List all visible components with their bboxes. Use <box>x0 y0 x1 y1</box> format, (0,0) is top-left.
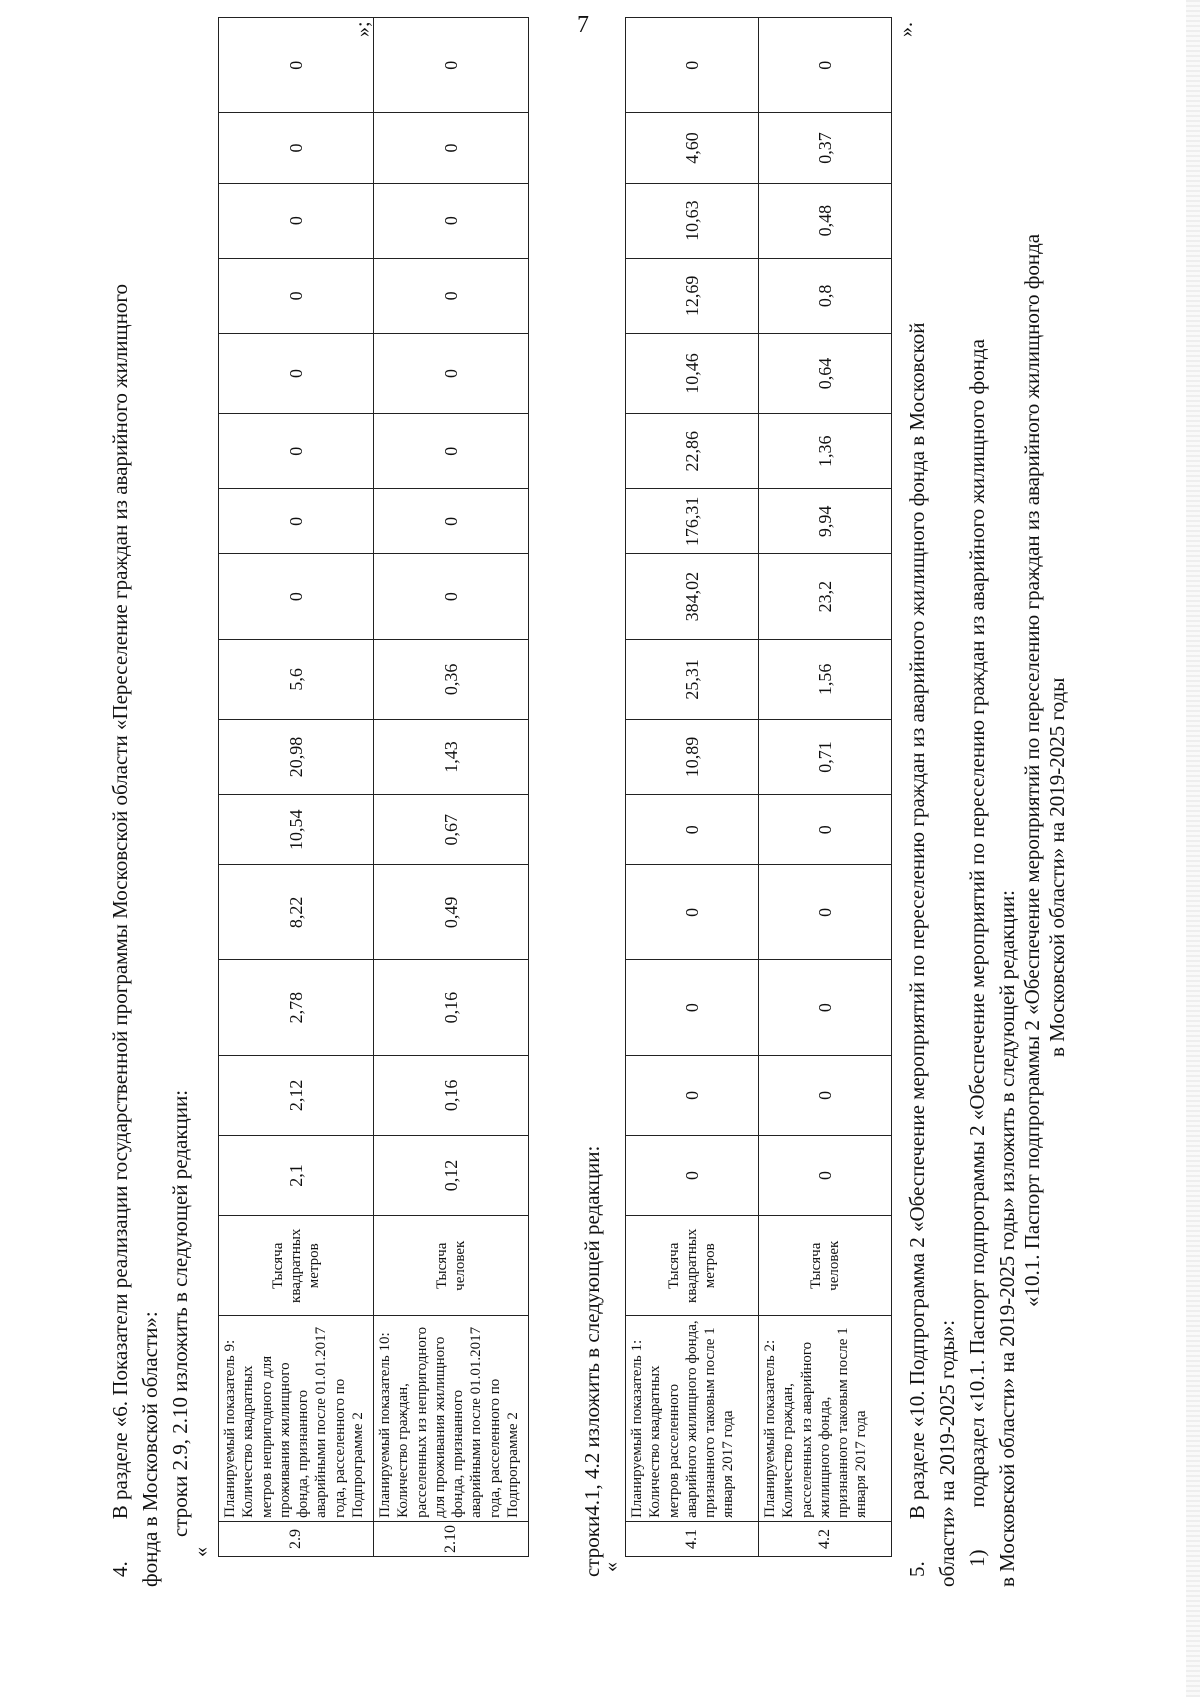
row-number-cell: 4.1 <box>626 1521 759 1556</box>
value-cell: 0 <box>759 865 892 960</box>
value-cell: 0,16 <box>374 1055 529 1135</box>
value-cell: 0 <box>626 865 759 960</box>
value-cell: 0 <box>374 414 529 489</box>
indicator-name-cell: Планируемый показатель 2: Количество граждан, расселенных из аварийного жилищного фонда, признанного таковым после 1 января 2017 года <box>759 1316 892 1522</box>
value-cell: 0,48 <box>759 183 892 258</box>
value-cell: 0 <box>374 113 529 183</box>
section5-line2: области» на 2019-2025 годы»: <box>935 1319 959 1587</box>
indicator-name-cell: Планируемый показатель 10: Количество граждан, расселенных из непригодного для проживания жилищного фонда, признанного аварийными после 01.01.2017 года, расселенного по Подпрограмме 2 <box>374 1316 529 1522</box>
value-cell: 1,36 <box>759 414 892 489</box>
unit-cell: Тысяча человек <box>759 1216 892 1316</box>
value-cell: 0,8 <box>759 258 892 333</box>
table-row <box>219 18 374 1557</box>
value-cell: 0 <box>759 18 892 113</box>
value-cell: 4,60 <box>626 113 759 183</box>
indicator-name-cell: Планируемый показатель 9: Количество квадратных метров непригодного для проживания жилищного фонда, признанного аварийными после 01.01.2017 года, расселенного по Подпрограмме 2 <box>219 1316 374 1522</box>
value-cell: 0 <box>759 795 892 865</box>
table-row <box>374 18 529 1557</box>
value-cell: 0 <box>374 18 529 113</box>
value-cell: 0 <box>626 795 759 865</box>
value-cell: 2,1 <box>219 1135 374 1215</box>
section4-line2: фонда в Московской области»: <box>138 1311 162 1587</box>
scan-edge-noise <box>1186 0 1200 1697</box>
value-cell: 0 <box>759 1055 892 1135</box>
section4-line3: строки 2.9, 2.10 изложить в следующей редакции: <box>168 1089 192 1537</box>
value-cell: 0 <box>219 183 374 258</box>
value-cell: 0 <box>626 1055 759 1135</box>
unit-cell: Тысяча квадратных метров <box>219 1216 374 1316</box>
indicators-table-2-9-2-10 <box>218 17 529 1557</box>
value-cell: 9,94 <box>759 489 892 554</box>
section5-line6: в Московской области» на 2019-2025 годы <box>1045 677 1069 1057</box>
close-quote-2: ». <box>895 22 917 37</box>
value-cell: 0,12 <box>374 1135 529 1215</box>
value-cell: 1,43 <box>374 719 529 794</box>
value-cell: 0 <box>219 18 374 113</box>
value-cell: 0,36 <box>374 639 529 719</box>
value-cell: 10,46 <box>626 333 759 413</box>
value-cell: 0,64 <box>759 333 892 413</box>
value-cell: 0 <box>219 489 374 554</box>
value-cell: 10,63 <box>626 183 759 258</box>
value-cell: 2,78 <box>219 960 374 1055</box>
value-cell: 0 <box>374 333 529 413</box>
value-cell: 0 <box>374 489 529 554</box>
value-cell: 0 <box>759 1135 892 1215</box>
section4-line1: 4. В разделе «6. Показатели реализации государственной программы Московской области «Переселение граждан из аварийного жилищного <box>108 283 132 1577</box>
value-cell: 0 <box>374 554 529 639</box>
close-quote-1: »; <box>352 21 374 37</box>
value-cell: 25,31 <box>626 639 759 719</box>
value-cell: 5,6 <box>219 639 374 719</box>
value-cell: 0 <box>626 1135 759 1215</box>
open-quote-1: « <box>190 1547 212 1557</box>
value-cell: 0 <box>219 113 374 183</box>
indicators-table-4-1-4-2 <box>625 17 892 1557</box>
value-cell: 0,67 <box>374 795 529 865</box>
open-quote-2: « <box>600 1562 622 1572</box>
value-cell: 0,71 <box>759 719 892 794</box>
page-number: 7 <box>577 12 589 38</box>
value-cell: 0 <box>219 414 374 489</box>
value-cell: 176,31 <box>626 489 759 554</box>
value-cell: 0 <box>374 183 529 258</box>
unit-cell: Тысяча человек <box>374 1216 529 1316</box>
value-cell: 0 <box>626 18 759 113</box>
section5-line5: «10.1. Паспорт подпрограммы 2 «Обеспечение мероприятий по переселению граждан из аварийного жилищного фонда <box>1020 233 1044 1307</box>
value-cell: 0,37 <box>759 113 892 183</box>
row-number-cell: 2.10 <box>374 1521 529 1556</box>
value-cell: 0 <box>759 960 892 1055</box>
indicator-name-cell: Планируемый показатель 1: Количество квадратных метров расселенного аварийного жилищного фонда, признанного таковым после 1 января 2017 года <box>626 1316 759 1522</box>
value-cell: 0 <box>219 554 374 639</box>
section5-line4: в Московской области» на 2019-2025 годы» изложить в следующей редакции: <box>995 890 1019 1587</box>
value-cell: 22,86 <box>626 414 759 489</box>
value-cell: 0 <box>374 258 529 333</box>
value-cell: 20,98 <box>219 719 374 794</box>
table-row <box>626 18 759 1557</box>
value-cell: 23,2 <box>759 554 892 639</box>
row-number-cell: 4.2 <box>759 1521 892 1556</box>
section5-line1: 5. В разделе «10. Подпрограмма 2 «Обеспечение мероприятий по переселению граждан из аварийного жилищного фонда в Московской <box>905 322 929 1577</box>
value-cell: 2,12 <box>219 1055 374 1135</box>
value-cell: 12,69 <box>626 258 759 333</box>
value-cell: 0 <box>626 960 759 1055</box>
value-cell: 8,22 <box>219 865 374 960</box>
table-row <box>759 18 892 1557</box>
value-cell: 0,16 <box>374 960 529 1055</box>
row-number-cell: 2.9 <box>219 1521 374 1556</box>
value-cell: 10,54 <box>219 795 374 865</box>
value-cell: 384,02 <box>626 554 759 639</box>
value-cell: 10,89 <box>626 719 759 794</box>
unit-cell: Тысяча квадратных метров <box>626 1216 759 1316</box>
value-cell: 0 <box>219 258 374 333</box>
value-cell: 0 <box>219 333 374 413</box>
value-cell: 1,56 <box>759 639 892 719</box>
value-cell: 0,49 <box>374 865 529 960</box>
section4b-intro: строки4.1, 4.2 изложить в следующей редакции: <box>580 1145 604 1577</box>
section5-line3: 1) подраздел «10.1. Паспорт подпрограммы 2 «Обеспечение мероприятий по переселению граждан из аварийного жилищного фонда <box>965 339 989 1567</box>
